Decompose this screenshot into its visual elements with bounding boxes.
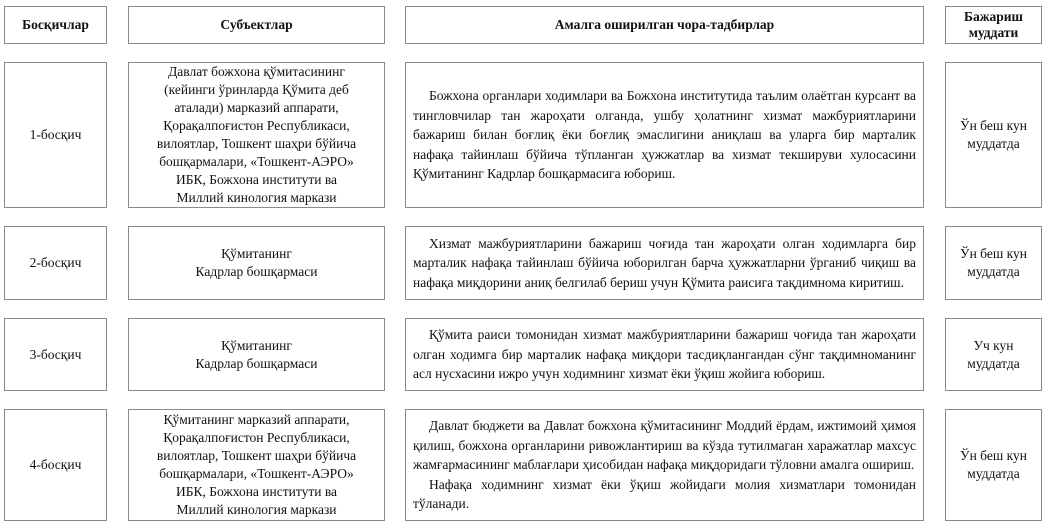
- subject-2-text: Қўмитанинг Кадрлар бошқармаси: [195, 246, 318, 279]
- measures-4-paragraph-2: Нафақа ходимнинг хизмат ёки ўқиш жойидаги молия хизматлари томонидан тўланади.: [413, 476, 916, 512]
- measures-3-box: [405, 318, 924, 391]
- header-deadline-label: Бажариш муддати: [964, 9, 1023, 40]
- header-stages: [4, 6, 107, 44]
- stage-2-box: [4, 226, 107, 300]
- deadline-1-text: Ўн беш кун муддатда: [960, 118, 1027, 151]
- measures-2-paragraph: Хизмат мажбуриятларини бажариш чоғида тан жароҳати олган ходимларга бир марталик нафақа тайинлаш бўйича юборилган барча ҳужжатларни ўрганиб чиқиш ва нафақа миқдорини аниқ белгилаб бериш учун Қўмита раисига тақдимнома киритиш.: [413, 235, 916, 290]
- header-deadline: [945, 6, 1042, 44]
- measures-3-paragraph: Қўмита раиси томонидан хизмат мажбуриятларини бажариш чоғида тан жароҳати олган ходимга бир марталик нафақа миқдори тасдиқлангандан сўнг тақдимноманинг асл нусхасини ижро учун ходимнинг хизмат ёки ўқиш жойига юбориш.: [413, 327, 916, 382]
- deadline-2-text: Ўн беш кун муддатда: [960, 246, 1027, 279]
- measures-2-box: [405, 226, 924, 300]
- deadline-4-box: [945, 409, 1042, 521]
- measures-1-paragraph: Божхона органлари ходимлари ва Божхона институтида таълим олаётган курсант ва тингловчилар тан жароҳати олганда, ушбу ҳолатнинг хизмат мажбуриятларини бажариш билан боғлиқ ёки боғлиқ эмаслигини аниқлаш ва уларга бир марталик нафақа тайинлаш бўйича тўпланган ҳужжатлар ва хизмат текшируви хулосасини Қўмитанинг Кадрлар бошқармасига юбориш.: [413, 88, 916, 182]
- header-stages-label: Босқичлар: [22, 17, 89, 32]
- header-measures-label: Амалга оширилган чора-тадбирлар: [554, 17, 775, 32]
- stage-2-label: 2-босқич: [29, 255, 82, 270]
- header-measures: [405, 6, 924, 44]
- deadline-2-box: [945, 226, 1042, 300]
- stage-4-label: 4-босқич: [29, 457, 82, 472]
- measures-4-paragraph-1: Давлат бюджети ва Давлат божхона қўмитасининг Моддий ёрдам, ижтимоий ҳимоя қилиш, божхона органларини ривожлантириш ва кўзда тутилмаган харажатлар махсус жамғармасининг маблағлари ҳисобидан нафақа миқдоридаги тўловни амалга ошириш.: [413, 418, 916, 473]
- stage-4-box: [4, 409, 107, 521]
- stage-3-label: 3-босқич: [29, 346, 82, 362]
- measures-4-box: [405, 409, 924, 521]
- measures-1-box: [405, 62, 924, 208]
- subject-2-box: [128, 226, 385, 300]
- header-subjects: [128, 6, 385, 44]
- stage-1-box: [4, 62, 107, 208]
- subject-3-text: Қўмитанинг Кадрлар бошқармаси: [195, 337, 318, 371]
- deadline-1-box: [945, 62, 1042, 208]
- subject-4-box: [128, 409, 385, 521]
- subject-4-text: Қўмитанинг марказий аппарати, Қорақалпоғистон Республикаси, вилоятлар, Тошкент шаҳри бўйича бошқармалари, «Тошкент-АЭРО» ИБК, Божхона институти ва Миллий кинология маркази: [156, 412, 357, 517]
- stage-1-label: 1-босқич: [29, 127, 82, 142]
- deadline-3-text: Уч кун муддатда: [967, 337, 1020, 371]
- header-subjects-label: Субъектлар: [220, 17, 293, 32]
- subject-1-box: [128, 62, 385, 208]
- deadline-4-text: Ўн беш кун муддатда: [960, 448, 1027, 481]
- subject-1-text: Давлат божхона қўмитасининг (кейинги ўринларда Қўмита деб аталади) марказий аппарати, Қорақалпоғистон Республикаси, вилоятлар, Тошкент шаҳри бўйича бошқармалари, «Тошкент-АЭРО» ИБК, Божхона институти ва Миллий кинология маркази: [156, 64, 357, 205]
- deadline-3-box: [945, 318, 1042, 391]
- subject-3-box: [128, 318, 385, 391]
- stage-3-box: [4, 318, 107, 391]
